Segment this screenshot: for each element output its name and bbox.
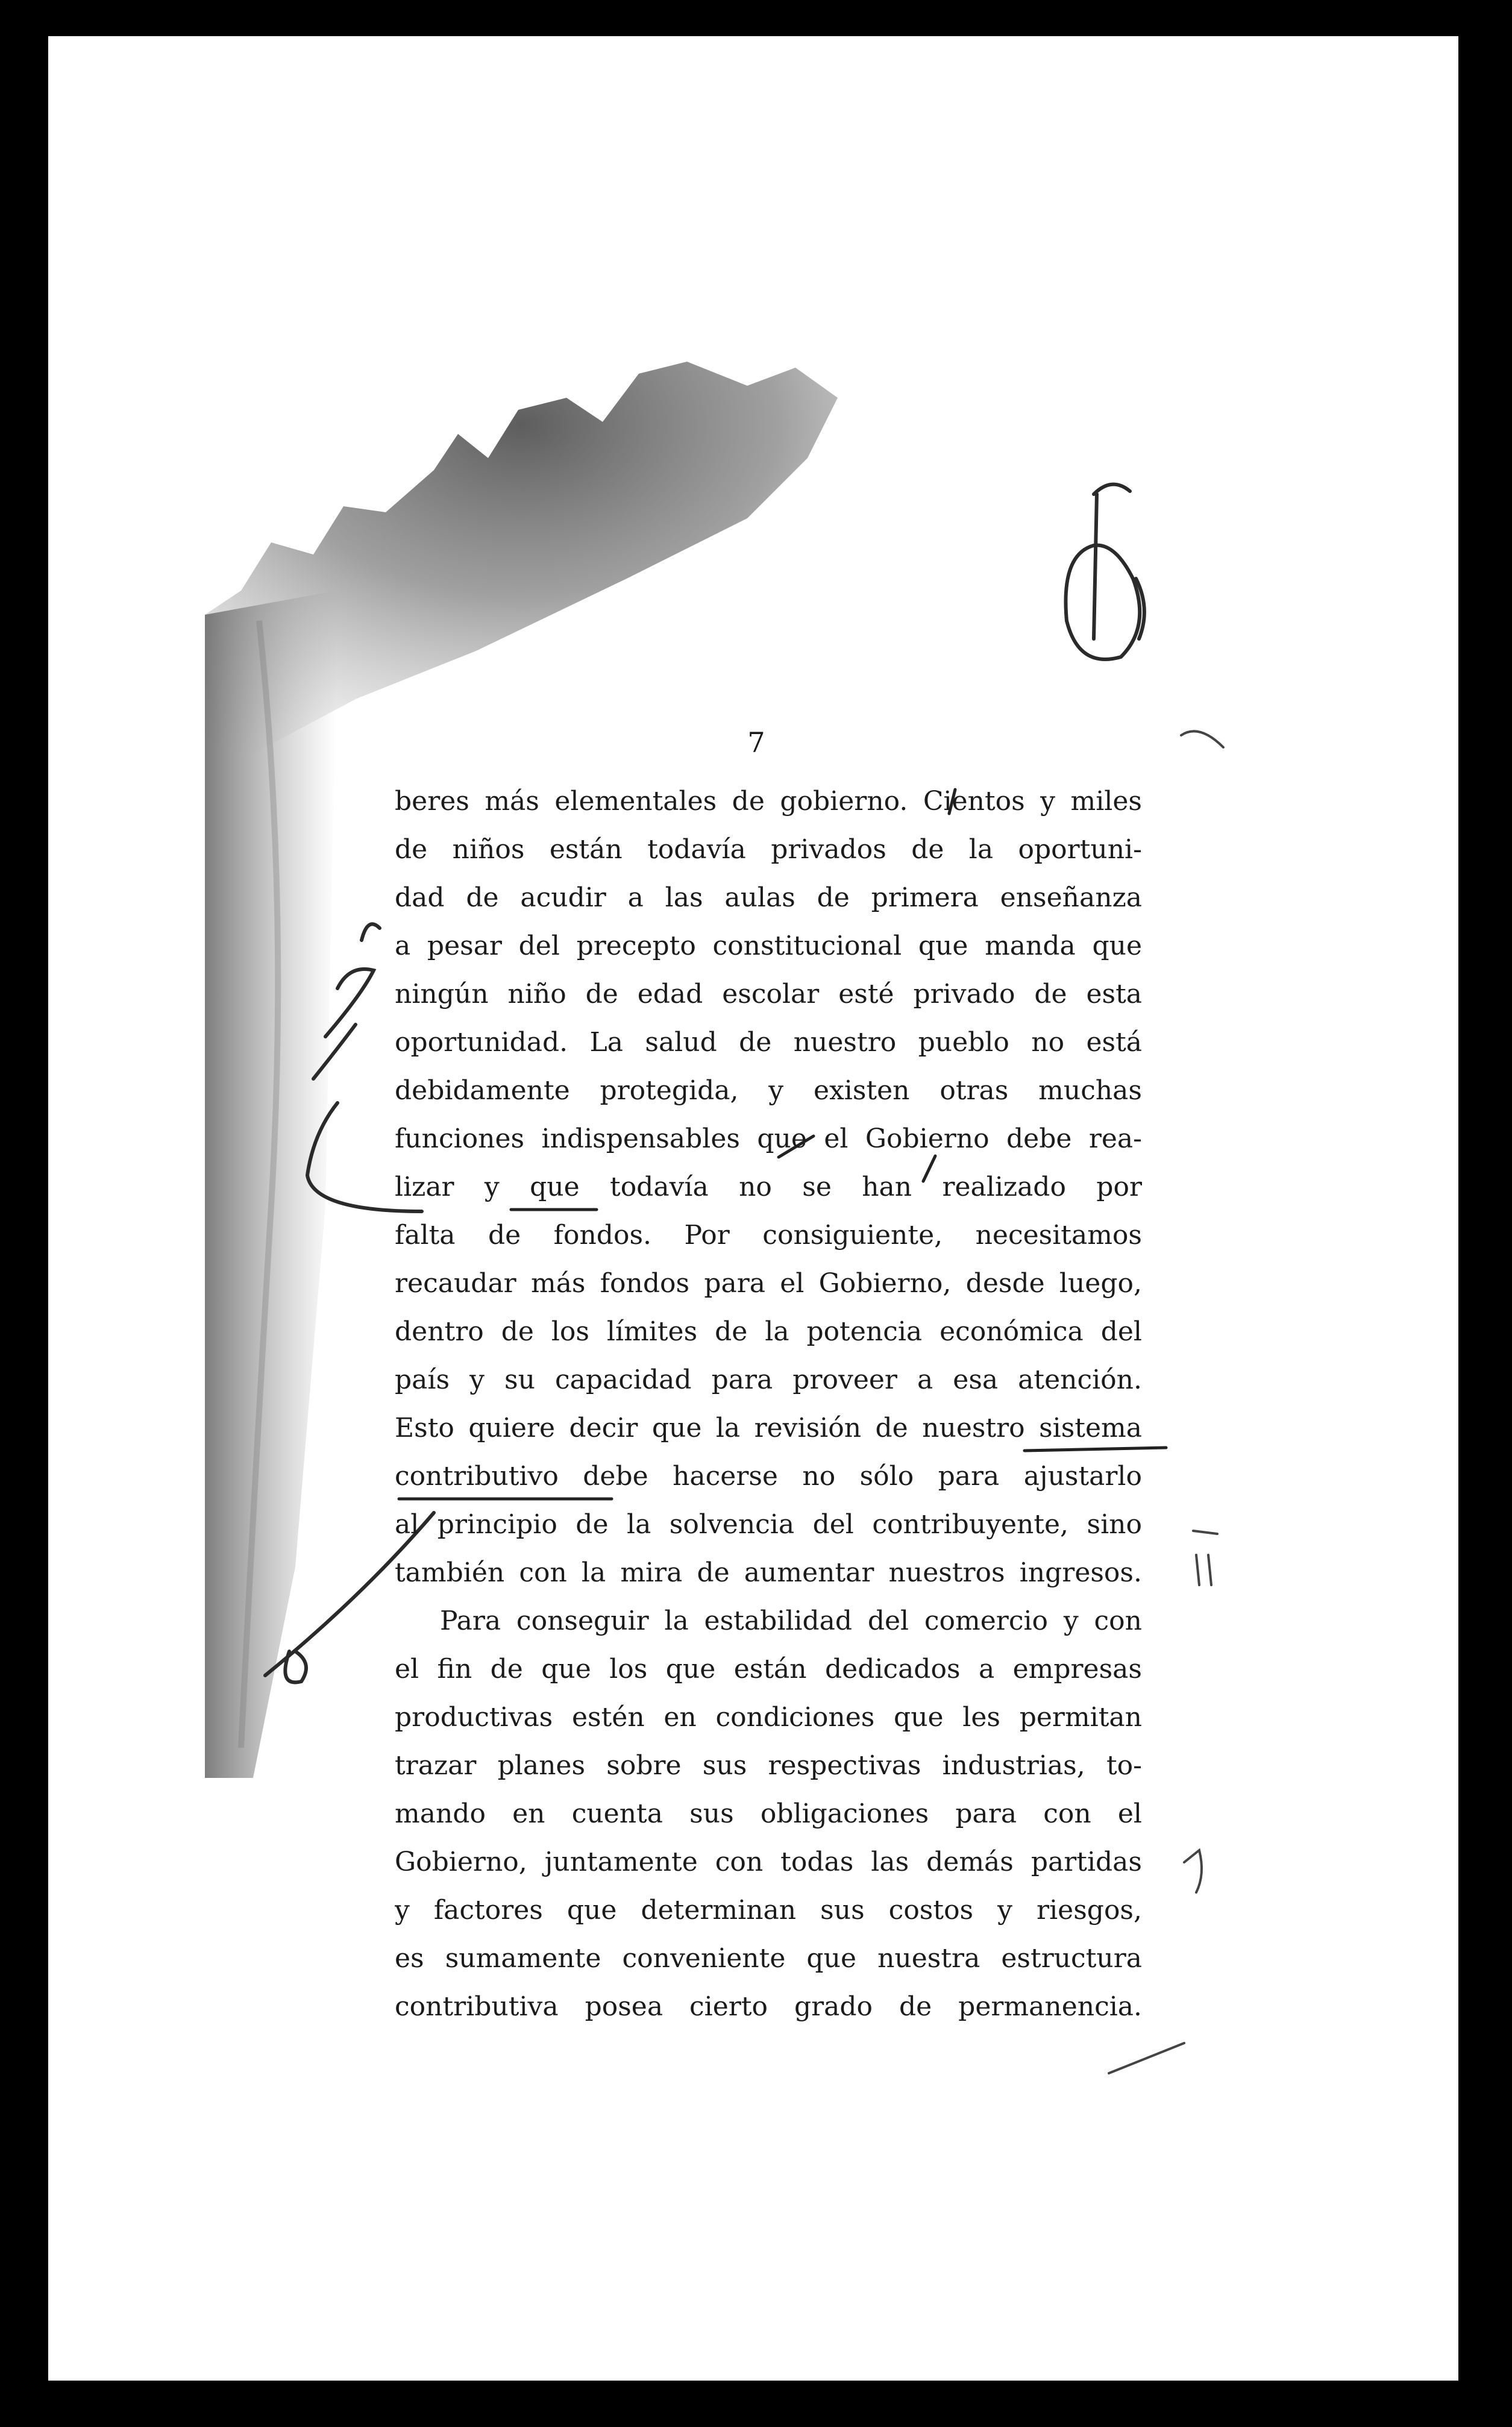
text-line: es sumamente conveniente que nuestra estructura [395, 1943, 1142, 1974]
text-line: país y su capacidad para proveer a esa atención. [395, 1364, 1142, 1395]
text-line: contributiva posea cierto grado de permanencia. [395, 1991, 1142, 2022]
text-line: productivas estén en condiciones que les permitan [395, 1702, 1142, 1733]
text-line: beres más elementales de gobierno. Cientos y miles [395, 786, 1142, 817]
text-line: debidamente protegida, y existen otras muchas [395, 1075, 1142, 1106]
text-line: dad de acudir a las aulas de primera enseñanza [395, 882, 1142, 913]
page-number: 7 [747, 726, 765, 759]
text-line: a pesar del precepto constitucional que manda que [395, 931, 1142, 961]
text-line: recaudar más fondos para el Gobierno, desde luego, [395, 1268, 1142, 1299]
text-line: contributivo debe hacerse no sólo para ajustarlo [395, 1461, 1142, 1492]
text-line: funciones indispensables que el Gobierno debe rea- [395, 1123, 1142, 1154]
text-line: lizar y que todavía no se han realizado por [395, 1172, 1142, 1202]
body-text [395, 777, 1142, 2031]
text-line: dentro de los límites de la potencia económica del [395, 1316, 1142, 1347]
text-line: de niños están todavía privados de la oportuni- [395, 834, 1142, 865]
text-line: y factores que determinan sus costos y riesgos, [395, 1895, 1142, 1926]
text-line: mando en cuenta sus obligaciones para con el [395, 1798, 1142, 1829]
text-line: al principio de la solvencia del contribuyente, sino [395, 1509, 1142, 1540]
text-line: el fin de que los que están dedicados a empresas [395, 1654, 1142, 1684]
text-line: trazar planes sobre sus respectivas industrias, to- [395, 1750, 1142, 1781]
text-line: ningún niño de edad escolar esté privado de esta [395, 979, 1142, 1009]
text-line: Gobierno, juntamente con todas las demás partidas [395, 1847, 1142, 1877]
text-line-paragraph-start: Para conseguir la estabilidad del comercio y con [440, 1606, 1142, 1636]
text-line: oportunidad. La salud de nuestro pueblo no está [395, 1027, 1142, 1058]
text-line: falta de fondos. Por consiguiente, necesitamos [395, 1220, 1142, 1251]
text-line: también con la mira de aumentar nuestros ingresos. [395, 1557, 1142, 1588]
text-line: Esto quiere decir que la revisión de nuestro sistema [395, 1413, 1142, 1443]
